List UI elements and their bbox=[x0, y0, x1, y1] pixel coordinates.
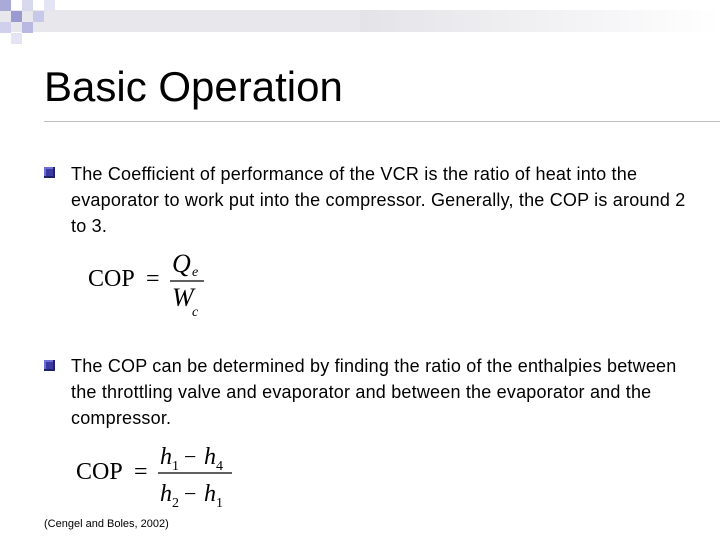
eq1-lhs: COP bbox=[88, 266, 135, 292]
slide-title: Basic Operation bbox=[44, 63, 343, 110]
equation-cop-q-over-w bbox=[86, 240, 226, 322]
eq2-den-minus: − bbox=[184, 481, 197, 506]
eq2-num-b: h bbox=[204, 444, 216, 470]
eq1-denominator-symbol: W bbox=[172, 283, 194, 312]
equation-cop-enthalpy-ratio bbox=[74, 440, 244, 514]
bullet-marker bbox=[44, 360, 55, 371]
checker-decoration bbox=[0, 0, 60, 44]
eq2-lhs: COP bbox=[76, 459, 123, 485]
title-divider bbox=[44, 121, 720, 122]
eq2-den-a-sub: 2 bbox=[172, 496, 179, 511]
bullet-marker bbox=[44, 167, 55, 178]
citation: (Cengel and Boles, 2002) bbox=[44, 518, 169, 530]
eq1-numerator-symbol: Q bbox=[172, 249, 191, 278]
eq2-den-b: h bbox=[204, 481, 216, 507]
eq2-num-a-sub: 1 bbox=[172, 459, 179, 474]
eq2-num-a: h bbox=[160, 444, 172, 470]
bullet-text-cop-definition: The Coefficient of performance of the VCR is the ratio of heat into the evaporator to work put into the compressor. Generally, the COP is around 2 to 3. bbox=[71, 164, 686, 236]
eq1-denominator-subscript: c bbox=[192, 305, 199, 320]
eq2-num-minus: − bbox=[184, 444, 197, 469]
bullet-text-cop-enthalpies: The COP can be determined by finding the ratio of the enthalpies between the throttling valve and evaporator and between the evaporator and the compressor. bbox=[71, 356, 677, 428]
header-band bbox=[0, 10, 720, 32]
eq2-den-a: h bbox=[160, 481, 172, 507]
eq2-equals: = bbox=[134, 459, 148, 485]
eq1-numerator-subscript: e bbox=[192, 265, 199, 280]
eq1-equals: = bbox=[146, 266, 160, 292]
eq2-den-b-sub: 1 bbox=[216, 496, 223, 511]
eq2-num-b-sub: 4 bbox=[216, 459, 223, 474]
